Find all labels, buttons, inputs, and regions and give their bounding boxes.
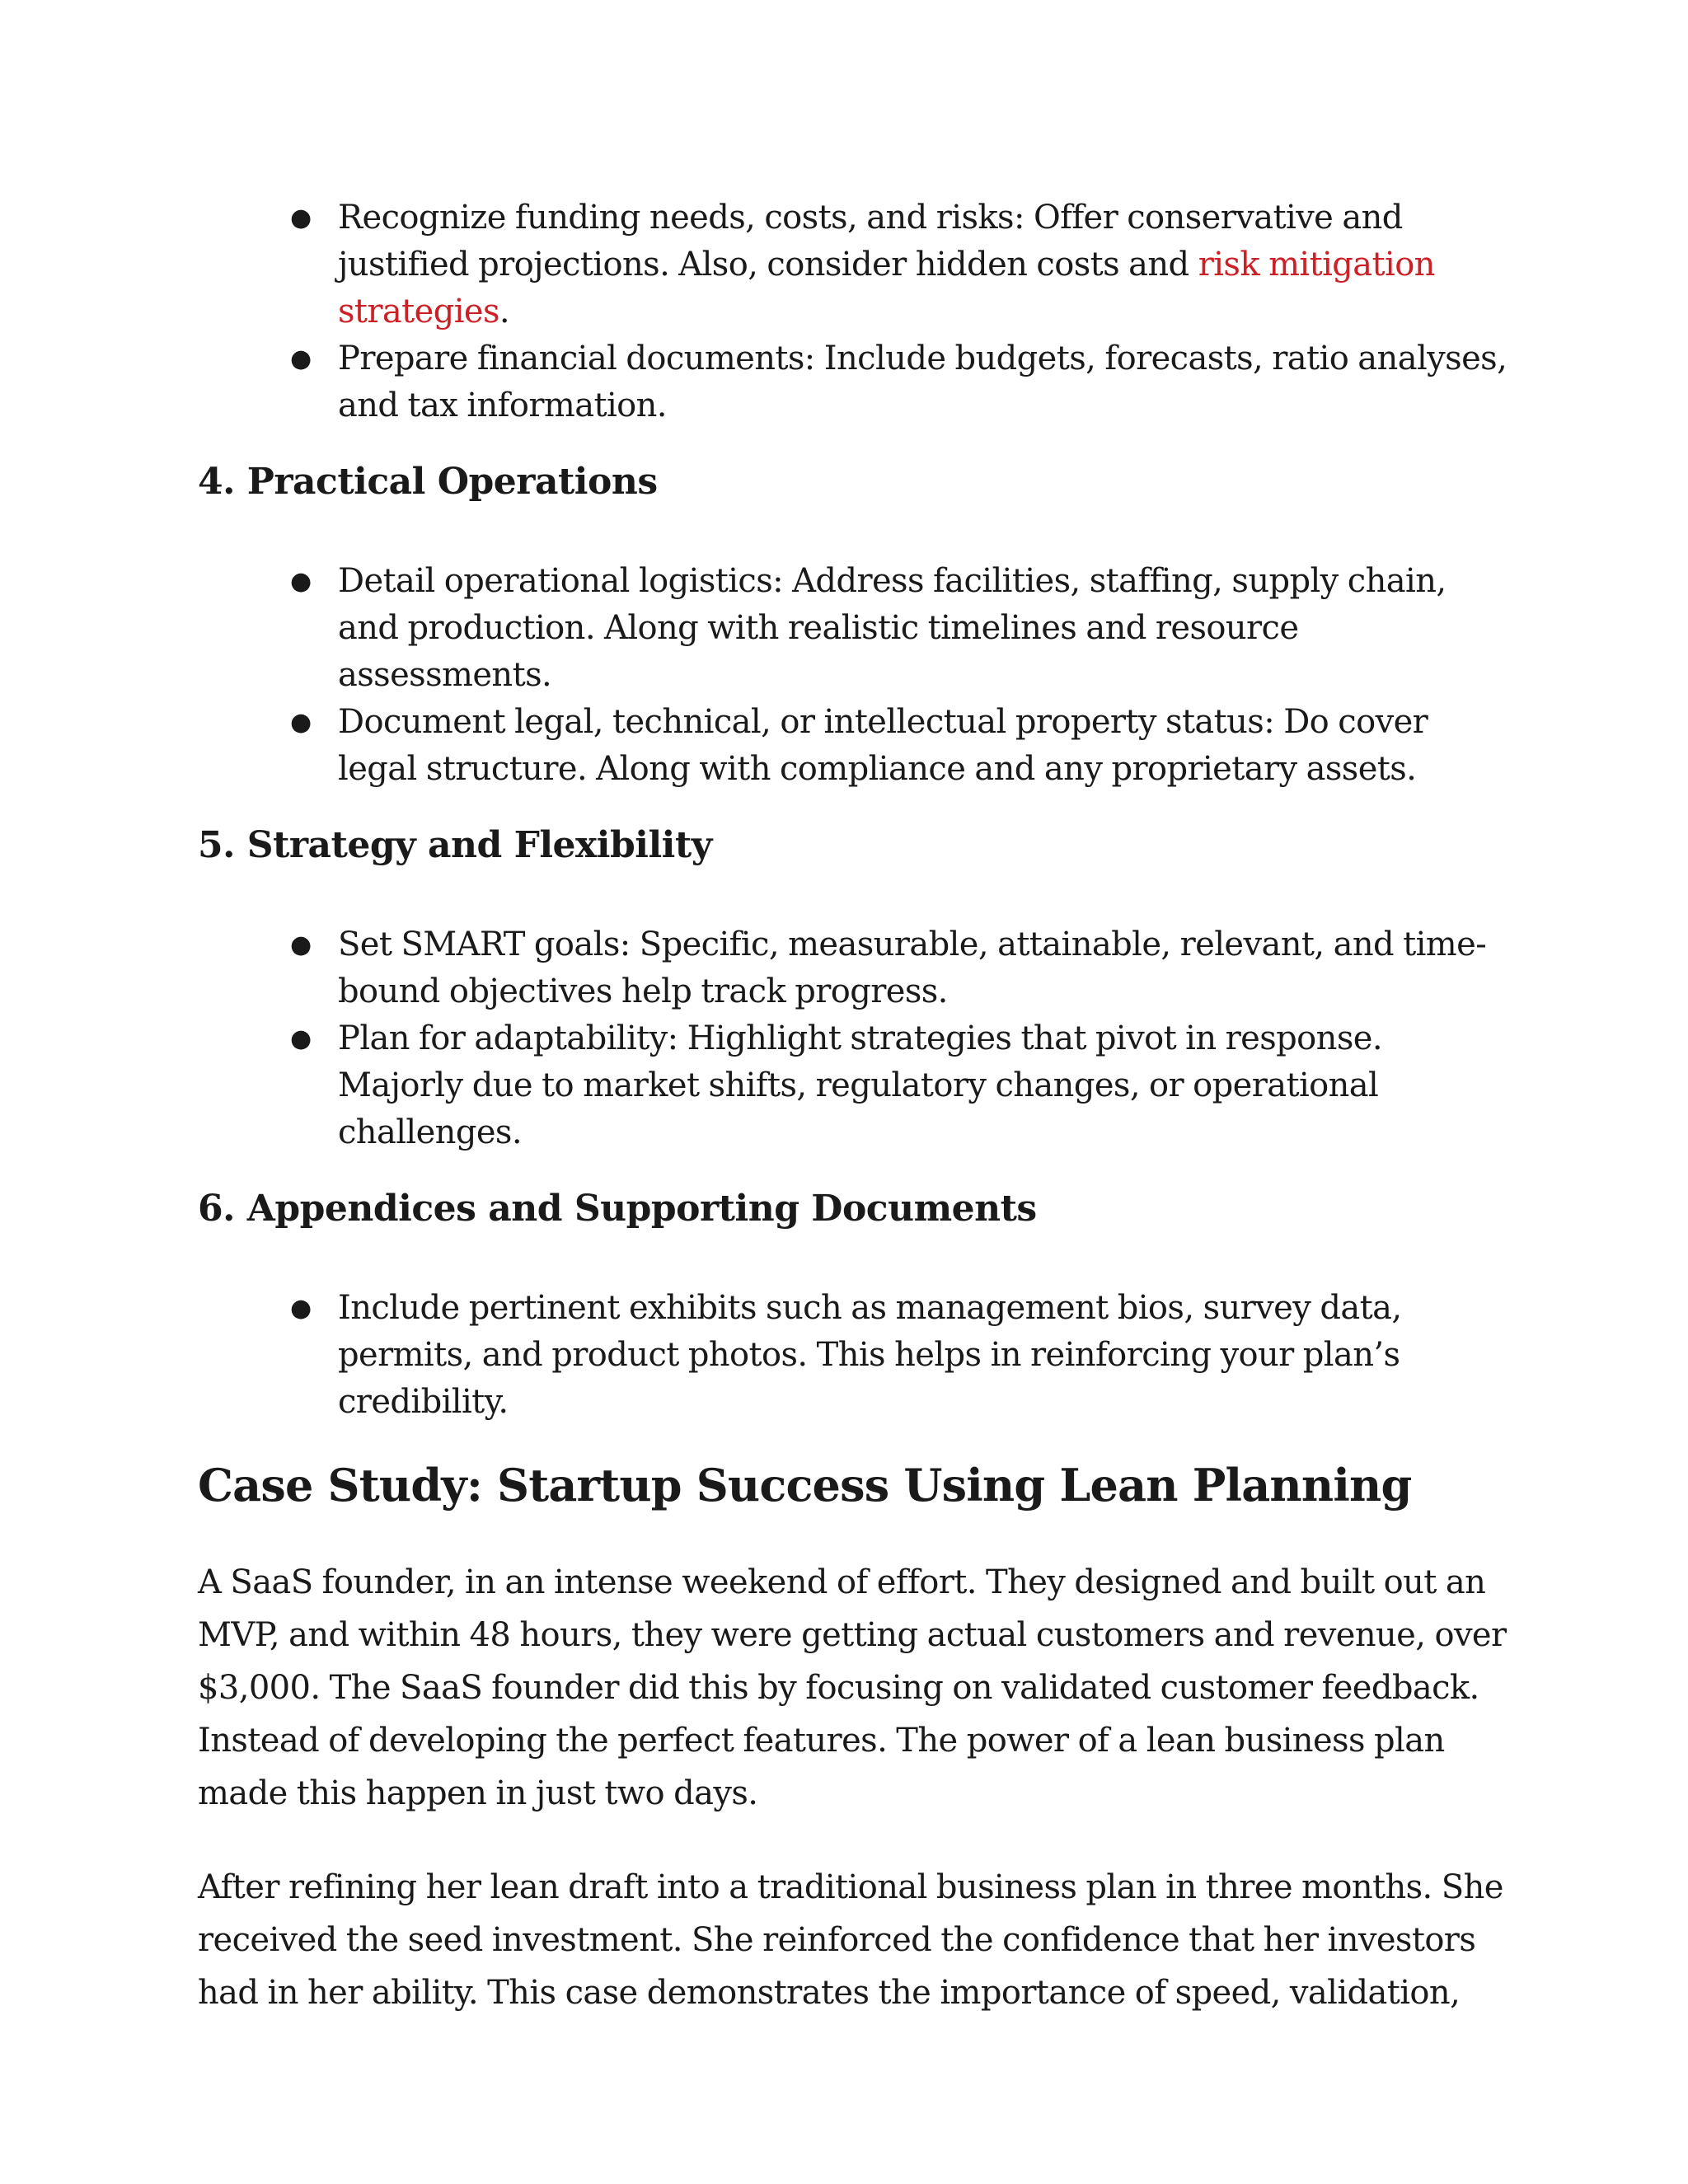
list-item [290, 921, 1508, 1015]
bullet-text: Recognize funding needs, costs, and risks: Offer conservative and justified projections. Also, consider hidden costs and [338, 199, 1403, 284]
section-heading-strategy-flexibility: 5. Strategy and Flexibility [198, 824, 712, 866]
bullet-icon: ● [290, 344, 312, 373]
case-study-heading: Case Study: Startup Success Using Lean Planning [198, 1459, 1412, 1511]
document-page [198, 194, 1508, 2019]
bullet-icon: ● [290, 204, 312, 232]
list-item [290, 1015, 1508, 1156]
bullet-text: Document legal, technical, or intellectual property status: Do cover legal structure. Along with compliance and any proprietary assets. [338, 703, 1428, 788]
funding-bullet-list [198, 194, 1508, 429]
list-item [290, 335, 1508, 429]
list-item [290, 1285, 1508, 1426]
bullet-text: Prepare financial documents: Include budgets, forecasts, ratio analyses, and tax information. [338, 340, 1507, 424]
risk-mitigation-link[interactable]: risk mitigation strategies [338, 246, 1435, 330]
section-heading-practical-operations: 4. Practical Operations [198, 461, 658, 503]
strategy-bullet-list [198, 921, 1508, 1156]
bullet-text: Plan for adaptability: Highlight strategies that pivot in response. Majorly due to market shifts, regulatory changes, or operational challenges. [338, 1019, 1382, 1151]
bullet-icon: ● [290, 930, 312, 959]
operations-bullet-list [198, 558, 1508, 793]
list-item [290, 194, 1508, 335]
bullet-text: Set SMART goals: Specific, measurable, attainable, relevant, and time-bound objectives help track progress. [338, 926, 1487, 1010]
section-heading-appendices: 6. Appendices and Supporting Documents [198, 1188, 1037, 1230]
bullet-icon: ● [290, 567, 312, 596]
bullet-icon: ● [290, 1294, 312, 1323]
bullet-icon: ● [290, 1024, 312, 1053]
case-study-paragraph: A SaaS founder, in an intense weekend of effort. They designed and built out an MVP, and within 48 hours, they were getting actual customers and revenue, over $3,000. The SaaS founder did this by focusing on validated customer feedback. Instead of developing the perfect features. The power of a lean business plan made this happen in just two days. [198, 1563, 1507, 1812]
case-study-paragraph: After refining her lean draft into a traditional business plan in three months. She received the seed investment. She reinforced the confidence that her investors had in her ability. This case demonstrates the importance of speed, validation, [198, 1868, 1503, 2012]
bullet-icon: ● [290, 708, 312, 737]
list-item [290, 699, 1508, 793]
bullet-text: Detail operational logistics: Address facilities, staffing, supply chain, and production. Along with realistic timelines and resource assessments. [338, 562, 1447, 694]
bullet-text-end: . [499, 293, 510, 330]
bullet-text: Include pertinent exhibits such as management bios, survey data, permits, and product photos. This helps in reinforcing your plan’s credibility. [338, 1289, 1402, 1421]
list-item [290, 558, 1508, 699]
appendices-bullet-list [198, 1285, 1508, 1426]
